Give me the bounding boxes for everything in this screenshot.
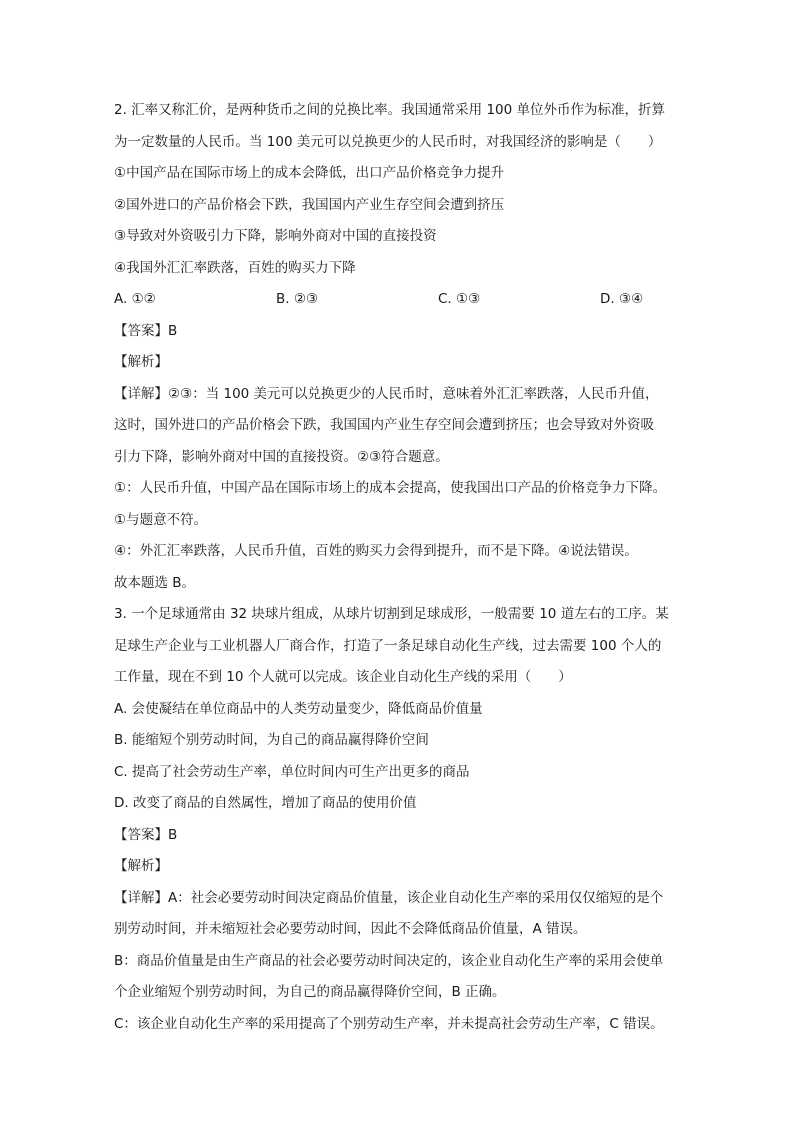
option-d: D. ③④ <box>600 291 644 307</box>
analysis-label: 【解析】 <box>114 354 168 370</box>
analysis-label: 【解析】 <box>114 858 168 874</box>
detail-line: B：商品价值量是由生产商品的社会必要劳动时间决定的，该企业自动化生产率的采用会使单 <box>114 952 664 969</box>
detail-line: ①与题意不符。 <box>114 511 208 528</box>
question-stem-line: 为一定数量的人民币。当 100 美元可以兑换更少的人民币时，对我国经济的影响是（ ） <box>114 133 662 150</box>
answer-options <box>114 289 688 321</box>
detail-line: 别劳动时间，并未缩短社会必要劳动时间，因此不会降低商品价值量，A 错误。 <box>114 921 587 937</box>
question-stem-line: 2. 汇率又称汇价，是两种货币之间的兑换比率。我国通常采用 100 单位外币作为标准，折算 <box>114 102 666 118</box>
detail-line: ①：人民币升值，中国产品在国际市场上的成本会提高，使我国出口产品的价格竞争力下降。 <box>114 480 667 496</box>
statement-2: ②国外进口的产品价格会下跌，我国国内产业生存空间会遭到挤压 <box>114 196 505 213</box>
detail-line: 【详解】②③：当 100 美元可以兑换更少的人民币时，意味着外汇汇率跌落，人民币升值， <box>114 385 659 402</box>
option-b: B. ②③ <box>276 291 319 307</box>
statement-1: ①中国产品在国际市场上的成本会降低，出口产品价格竞争力提升 <box>114 165 505 181</box>
detail-line: C：该企业自动化生产率的采用提高了个别劳动生产率，并未提高社会劳动生产率，C 错误。 <box>114 1015 664 1032</box>
option-b: B. 能缩短个别劳动时间，为自己的商品赢得降价空间 <box>114 732 429 748</box>
option-a: A. ①② <box>114 291 156 307</box>
detail-line: ④：外汇汇率跌落，人民币升值，百姓的购买力会得到提升，而不是下降。④说法错误。 <box>114 543 638 559</box>
option-c: C. 提高了社会劳动生产率，单位时间内可生产出更多的商品 <box>114 763 470 780</box>
option-c: C. ①③ <box>438 291 481 307</box>
detail-line: 这时，国外进口的产品价格会下跌，我国国内产业生存空间会遭到挤压；也会导致对外资吸 <box>114 417 654 433</box>
detail-line: 【详解】A：社会必要劳动时间决定商品价值量，该企业自动化生产率的采用仅仅缩短的是个 <box>114 889 664 906</box>
answer-line: 【答案】B <box>114 826 178 843</box>
document-content <box>114 100 688 1045</box>
detail-line: 引力下降，影响外商对中国的直接投资。②③符合题意。 <box>114 448 449 465</box>
option-d: D. 改变了商品的自然属性，增加了商品的使用价值 <box>114 795 417 811</box>
question-2 <box>114 100 688 604</box>
detail-line: 故本题选 B。 <box>114 574 196 591</box>
option-a: A. 会使凝结在单位商品中的人类劳动量变少，降低商品价值量 <box>114 700 483 717</box>
question-3 <box>114 604 688 1045</box>
detail-line: 个企业缩短个别劳动时间，为自己的商品赢得降价空间，B 正确。 <box>114 984 506 1000</box>
question-stem-line: 3. 一个足球通常由 32 块球片组成，从球片切割到足球成形，一般需要 10 道左右的工序。某 <box>114 606 669 622</box>
question-stem-line: 足球生产企业与工业机器人厂商合作，打造了一条足球自动化生产线，过去需要 100 个人的 <box>114 637 662 654</box>
statement-4: ④我国外汇汇率跌落，百姓的购买力下降 <box>114 259 356 276</box>
statement-3: ③导致对外资吸引力下降，影响外商对中国的直接投资 <box>114 228 437 244</box>
answer-line: 【答案】B <box>114 322 178 339</box>
question-stem-line: 工作量，现在不到 10 个人就可以完成。该企业自动化生产线的采用（ ） <box>114 669 572 685</box>
